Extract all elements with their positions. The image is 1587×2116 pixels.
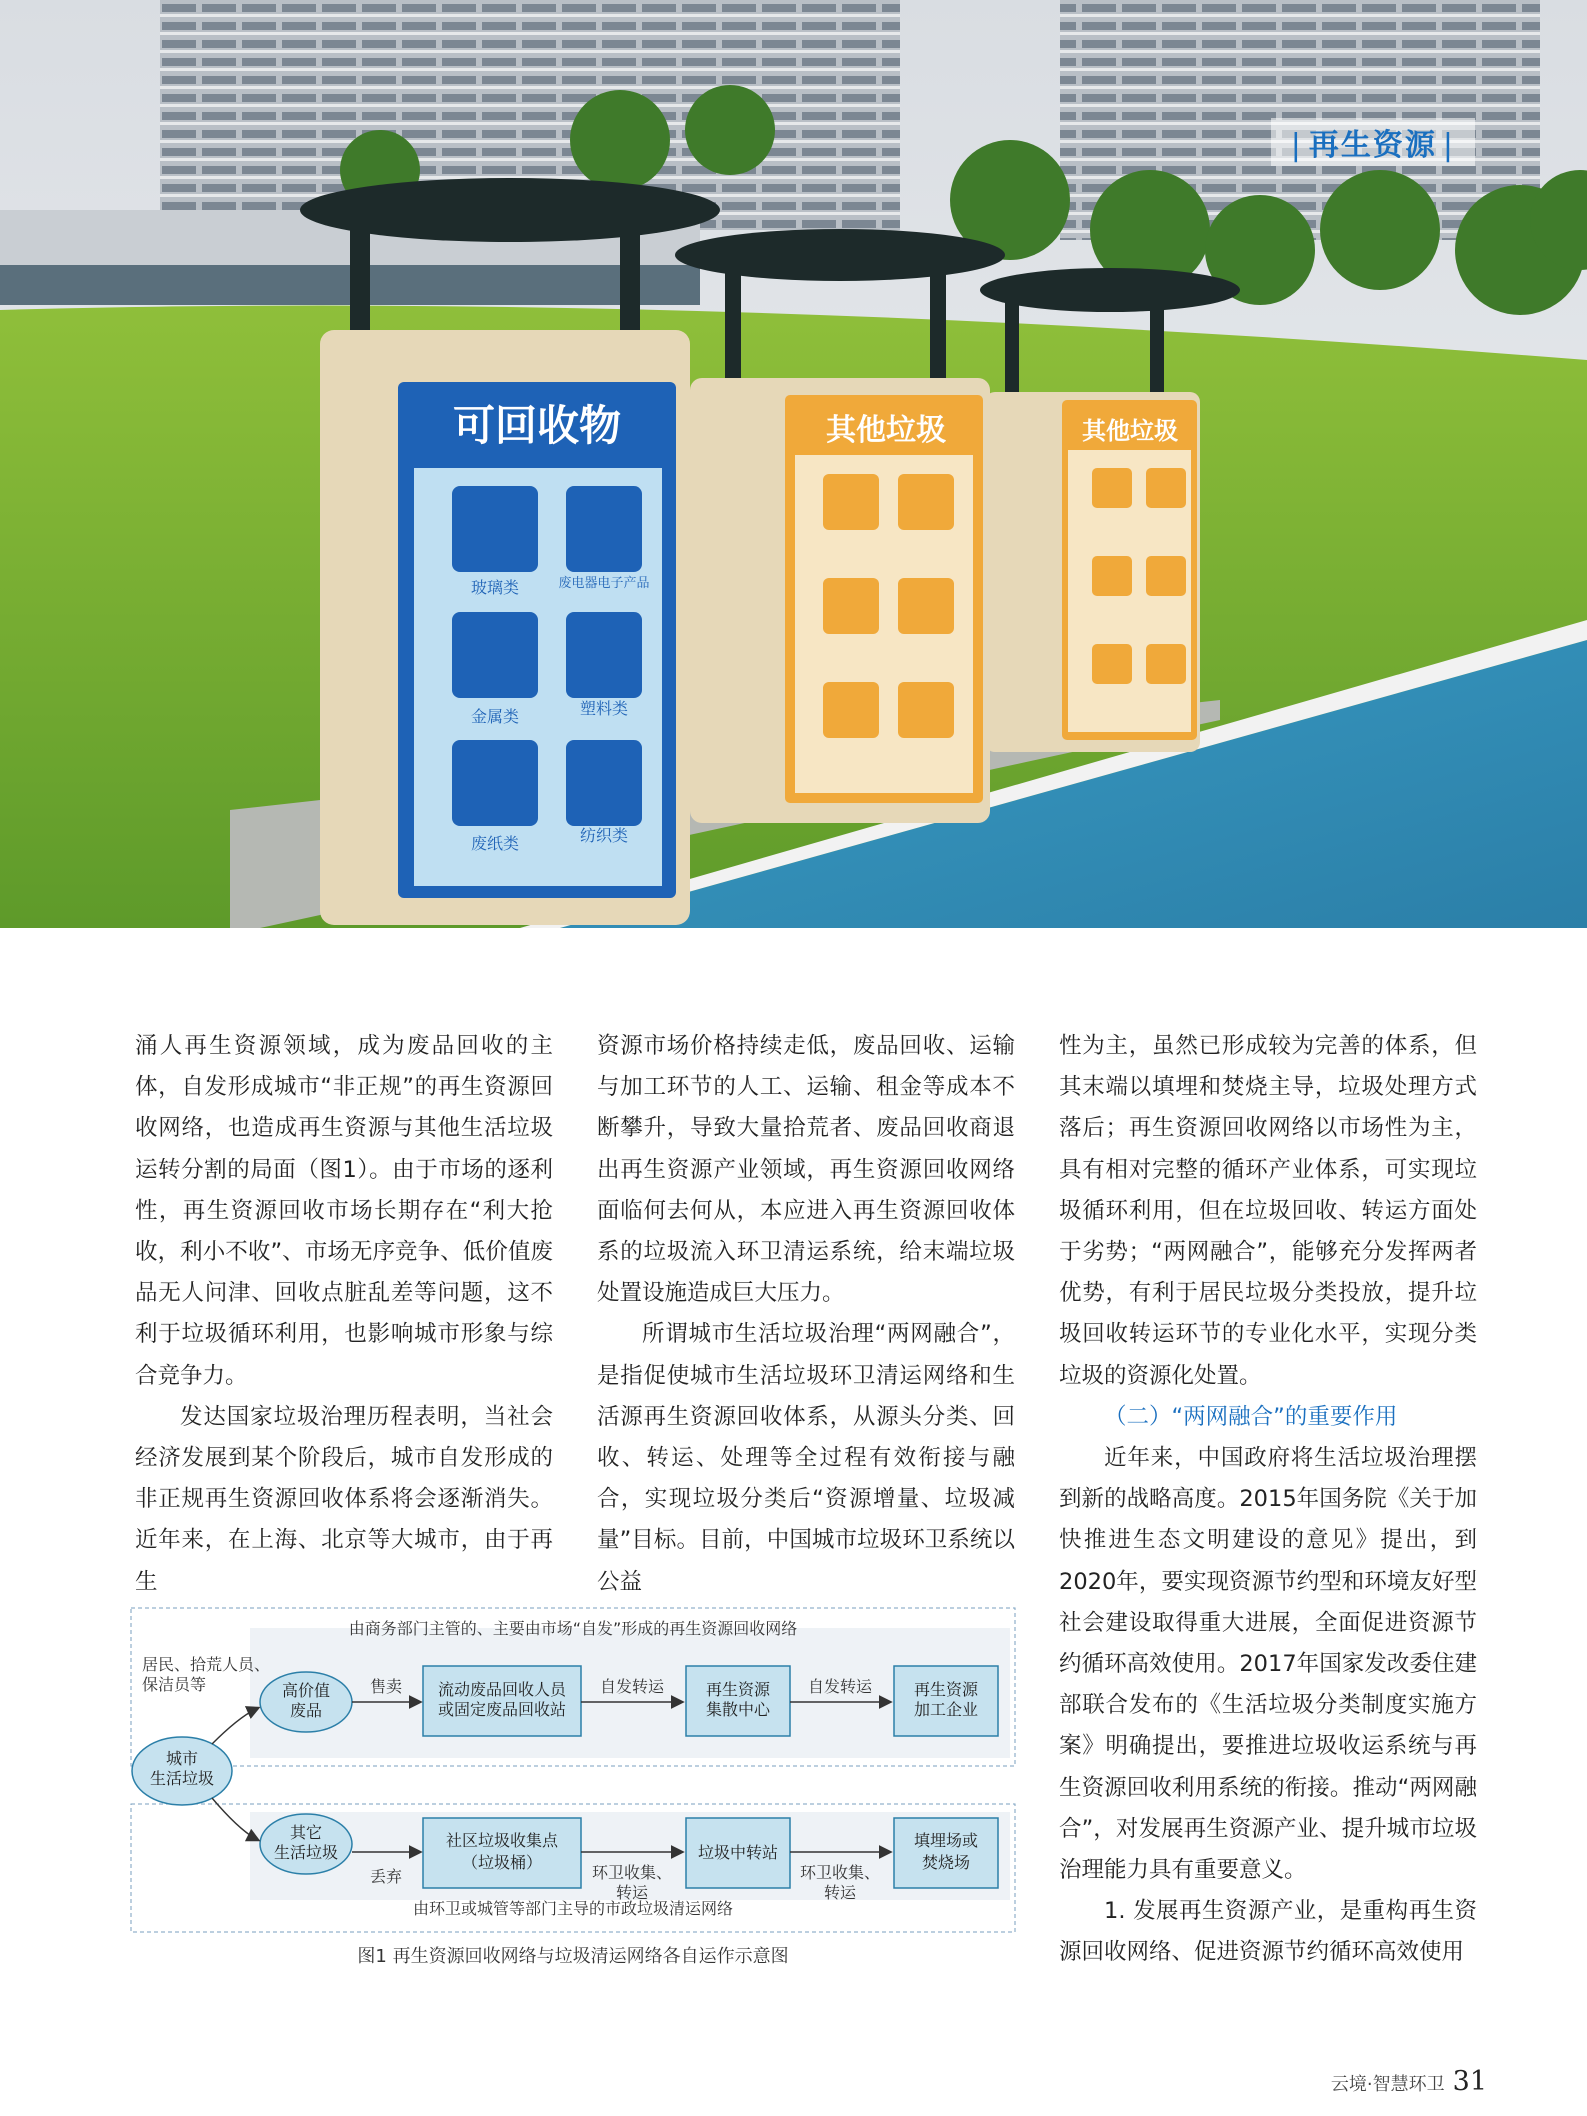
page-footer [1331,2066,1487,2097]
flow-diagram [130,1606,1016,1981]
section-subheading: （二）“两网融合”的重要作用 [1104,1403,1398,1430]
edge-discard: 丢弃 [369,1867,403,1886]
svg-text:再生资源: 再生资源 [913,1680,979,1699]
edge-sanitation-1b: 转运 [615,1883,649,1902]
paragraph: 近年来，中国政府将生活垃圾治理摆到新的战略高度。2015年国务院《关于加快推进生态文明建设的意见》提出，到2020年，要实现资源节约型和环境友好型社会建设取得重大进展，全面促进资源节约循环高效使用。2017年国家发改委住建部联合发布的《生活垃圾分类制度实施方案》明确提出，要推进垃圾收运系统与再生资源回收利用系统的衔接。推动“两网融合”，对发展再生资源产业、提升城市垃圾治理能力具有重要意义。 [1059,1445,1477,1884]
svg-text:集散中心: 集散中心 [705,1700,771,1719]
edge-sell: 售卖 [369,1677,403,1696]
edge-sanitation-2b: 转运 [823,1883,857,1902]
figure-caption: 图1 再生资源回收网络与垃圾清运网络各自运作示意图 [357,1946,789,1967]
svg-text:垃圾中转站: 垃圾中转站 [697,1843,779,1862]
bin1-item-electronics: 废电器电子产品 [558,576,650,591]
page-number: 31 [1452,2066,1487,2097]
svg-text:废品: 废品 [289,1701,323,1720]
svg-text:城市: 城市 [165,1749,199,1768]
svg-text:填埋场或: 填埋场或 [913,1831,979,1850]
paragraph: 1. 发展再生资源产业，是重构再生资源回收网络、促进资源节约循环高效使用 [1059,1898,1477,1966]
edge-self-transfer-2: 自发转运 [807,1677,873,1696]
edge-sanitation-1a: 环卫收集、 [591,1863,673,1882]
paragraph: 资源市场价格持续走低，废品回收、运输与加工环节的人工、运输、租金等成本不断攀升，导致大量拾荒者、废品回收商退出再生资源产业领域，再生资源回收网络面临何去何从，本应进入再生资源回收体系的垃圾流入环卫清运系统，给末端垃圾处置设施造成巨大压力。 [597,1033,1015,1307]
paragraph: 发达国家垃圾治理历程表明，当社会经济发展到某个阶段后，城市自发形成的非正规再生资源回收体系将会逐渐消失。近年来，在上海、北京等大城市，由于再生 [135,1403,553,1595]
paragraph: 所谓城市生活垃圾治理“两网融合”，是指促使城市生活垃圾环卫清运网络和生活源再生资源回收体系，从源头分类、回收、转运、处理等全过程有效衔接与融合，实现垃圾分类后“资源增量、垃圾减量”目标。目前，中国城市垃圾环卫系统以公益 [597,1321,1015,1595]
svg-text:或固定废品回收站: 或固定废品回收站 [437,1700,567,1719]
svg-text:其它: 其它 [289,1823,323,1842]
bin-title-3: 其他垃圾 [1082,417,1178,445]
text-column-2 [597,1026,1015,1603]
svg-text:社区垃圾收集点: 社区垃圾收集点 [445,1831,559,1850]
bottom-group-label: 由环卫或城管等部门主导的市政垃圾清运网络 [412,1899,734,1918]
svg-text:加工企业: 加工企业 [913,1700,979,1719]
top-group-label: 由商务部门主管的、主要由市场“自发”形成的再生资源回收网络 [348,1619,798,1638]
bin-title-1: 可回收物 [452,401,622,450]
svg-text:流动废品回收人员: 流动废品回收人员 [437,1680,567,1699]
svg-text:生活垃圾: 生活垃圾 [149,1769,215,1788]
paragraph: 涌人再生资源领域，成为废品回收的主体，自发形成城市“非正规”的再生资源回收网络，也造成再生资源与其他生活垃圾运转分割的局面（图1）。由于市场的逐利性，再生资源回收市场长期存在“利大抢收，利小不收”、市场无序竞争、低价值废品无人问津、回收点脏乱差等问题，这不利于垃圾循环利用，也影响城市形象与综合竞争力。 [135,1033,553,1389]
paragraph: 性为主，虽然已形成较为完善的体系，但其末端以填埋和焚烧主导，垃圾处理方式落后；再生资源回收网络以市场性为主，具有相对完整的循环产业体系，可实现垃圾循环利用，但在垃圾回收、转运方面处于劣势；“两网融合”，能够充分发挥两者优势，有利于居民垃圾分类投放，提升垃圾回收转运环节的专业化水平，实现分类垃圾的资源化处置。 [1059,1033,1477,1389]
svg-text:（垃圾桶）: （垃圾桶） [461,1853,543,1872]
text-column-3 [1059,1026,1477,1974]
svg-text:生活垃圾: 生活垃圾 [273,1843,339,1862]
bin1-item-metal: 金属类 [470,707,520,726]
source-label-1: 居民、拾荒人员、 [142,1655,271,1674]
bin1-item-glass: 玻璃类 [470,578,520,597]
bin1-item-plastic: 塑料类 [579,699,629,718]
header-photo [0,0,1587,928]
text-column-1 [135,1026,553,1603]
edge-sanitation-2a: 环卫收集、 [799,1863,881,1882]
bin1-item-textile: 纺织类 [579,826,629,845]
section-tag-label: 再生资源 [1308,128,1437,163]
svg-text:再生资源: 再生资源 [705,1680,771,1699]
bin-title-2: 其他垃圾 [826,413,946,448]
svg-text:高价值: 高价值 [281,1681,331,1700]
section-tag: | 再生资源 | [1271,118,1475,166]
edge-self-transfer-1: 自发转运 [599,1677,665,1696]
svg-text:焚烧场: 焚烧场 [921,1853,971,1872]
bin1-item-paper: 废纸类 [470,834,520,853]
source-label-2: 保洁员等 [142,1675,207,1694]
magazine-name: 云境·智慧环卫 [1330,2074,1445,2095]
